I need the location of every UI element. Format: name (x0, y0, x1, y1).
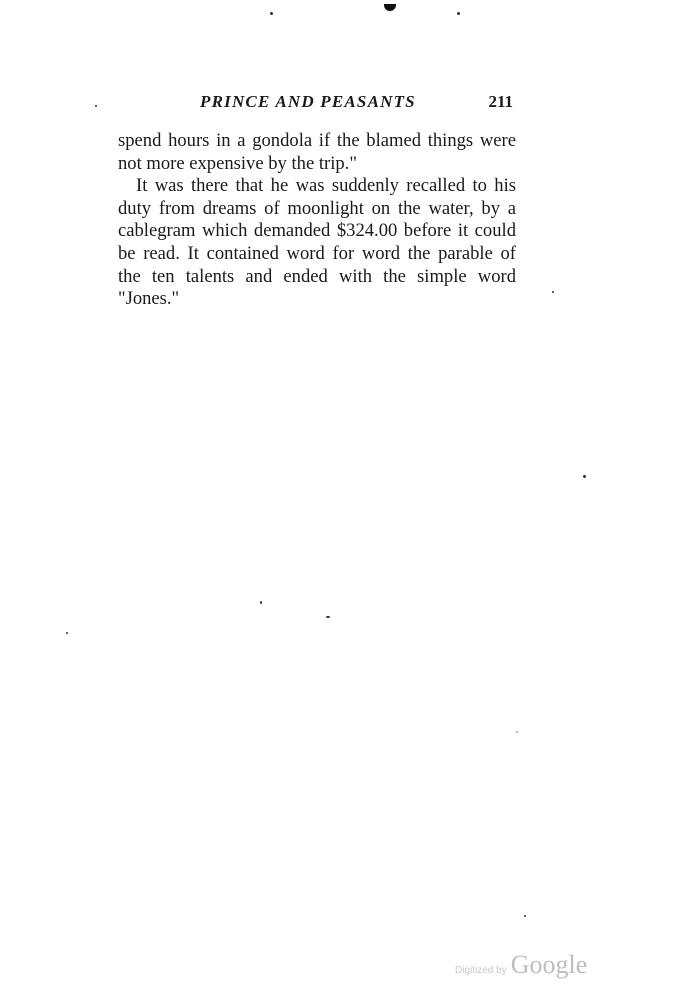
scan-speck (384, 4, 396, 11)
page-header (118, 92, 513, 114)
watermark-prefix: Digitized by (455, 965, 507, 976)
paragraph: It was there that he was suddenly recalled to his duty from dreams of moonlight on the water, by a cablegram which demanded $324.00 before it could be read. It contained word for word the parable of the ten talents and ended with the simple word "Jones." (118, 175, 516, 310)
scan-speck (95, 105, 97, 107)
scan-speck (457, 12, 460, 15)
scan-speck (516, 731, 518, 733)
scan-speck (326, 616, 330, 618)
scan-speck (583, 475, 586, 478)
scan-speck (552, 291, 554, 293)
scan-speck (270, 12, 273, 15)
google-logo: Google (510, 950, 588, 979)
running-head: PRINCE AND PEASANTS (200, 92, 416, 111)
scan-speck (260, 601, 262, 604)
scan-speck (66, 632, 68, 634)
scan-speck (524, 915, 526, 917)
page-number: 211 (488, 92, 513, 111)
paragraph: spend hours in a gondola if the blamed things were not more expensive by the trip." (118, 130, 516, 174)
page-body (118, 130, 516, 311)
google-watermark (455, 950, 587, 980)
